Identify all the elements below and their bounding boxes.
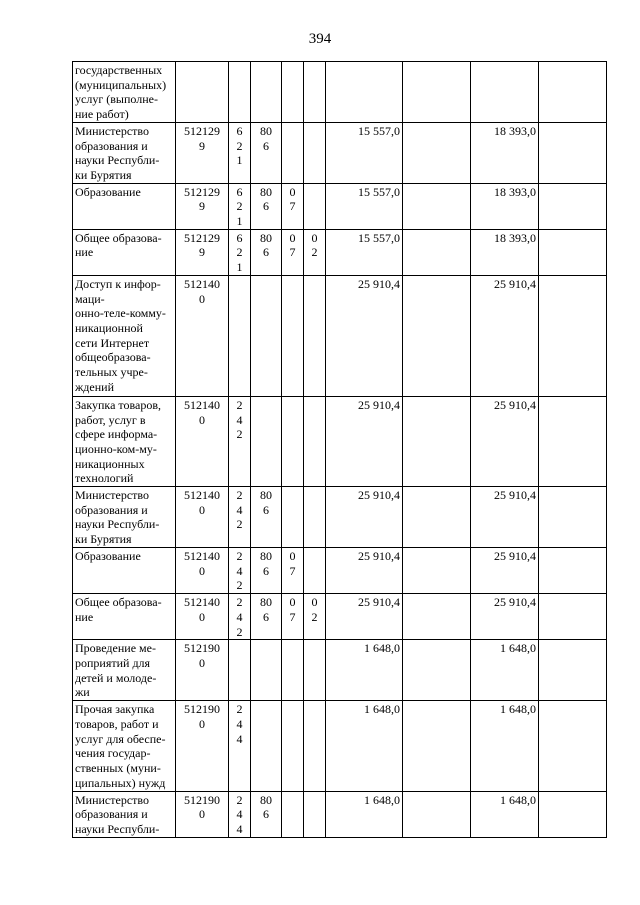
row-name-line: никационных xyxy=(75,456,145,471)
row-name-line: Образование xyxy=(75,549,141,564)
target-article-cell xyxy=(176,62,229,123)
amount-cell-sum2 xyxy=(403,640,471,701)
target-article-cell-part: 9 xyxy=(199,199,205,214)
section-cell xyxy=(282,275,304,396)
target-article-cell-part: 9 xyxy=(199,138,205,153)
row-name-line: сети Интернет xyxy=(75,335,150,350)
amount-cell-sum1: 15 557,0 xyxy=(326,122,403,183)
amount-cell-sum4 xyxy=(539,229,607,275)
expense-type-cell-part: 2 xyxy=(236,488,243,503)
target-article-cell-part: 0 xyxy=(199,655,205,670)
amount-cell-sum3: 1 648,0 xyxy=(471,701,539,791)
amount-cell-sum2 xyxy=(403,594,471,640)
target-article-cell-part: 9 xyxy=(199,245,205,260)
table-row xyxy=(73,701,607,791)
target-article-cell xyxy=(176,791,229,837)
row-name-line: услуг (выполне- xyxy=(75,92,158,107)
amount-cell-sum4 xyxy=(539,594,607,640)
section-cell xyxy=(282,791,304,837)
target-article-cell-part: 0 xyxy=(199,609,205,624)
row-name-cell xyxy=(73,122,176,183)
row-name-line: ние работ) xyxy=(75,107,129,122)
target-article-cell xyxy=(176,229,229,275)
row-name-line: технологий xyxy=(75,471,134,486)
target-article-cell xyxy=(176,548,229,594)
subsection-cell xyxy=(304,640,326,701)
expense-type-cell-part: 2 xyxy=(236,427,243,442)
subsection-cell xyxy=(304,122,326,183)
amount-cell-sum3: 1 648,0 xyxy=(471,791,539,837)
expense-type-cell-part: 4 xyxy=(236,609,243,624)
ministry-code-cell-part: 6 xyxy=(263,807,269,822)
section-cell xyxy=(282,548,304,594)
amount-cell-sum1: 25 910,4 xyxy=(326,487,403,548)
row-name-line: ки Бурятия xyxy=(75,532,132,547)
row-name-line: Прочая закупка xyxy=(75,702,155,717)
amount-cell-sum4 xyxy=(539,548,607,594)
subsection-cell-part: 2 xyxy=(311,245,318,260)
amount-cell-sum3: 25 910,4 xyxy=(471,594,539,640)
ministry-code-cell-part: 80 xyxy=(260,123,272,138)
table-row xyxy=(73,640,607,701)
target-article-cell-part: 512190 xyxy=(184,641,220,656)
section-cell-part: 7 xyxy=(289,199,296,214)
target-article-cell-part: 512129 xyxy=(184,184,220,199)
row-name-cell xyxy=(73,183,176,229)
ministry-code-cell-part: 80 xyxy=(260,792,272,807)
row-name-line: Образование xyxy=(75,184,141,199)
amount-cell-sum4 xyxy=(539,396,607,486)
row-name-line: Министерство xyxy=(75,123,149,138)
section-cell-part: 0 xyxy=(289,230,296,245)
amount-cell-sum4 xyxy=(539,183,607,229)
section-cell xyxy=(282,122,304,183)
subsection-cell xyxy=(304,701,326,791)
row-name-line: маци- xyxy=(75,291,105,306)
ministry-code-cell-part: 6 xyxy=(263,609,269,624)
ministry-code-cell-part: 80 xyxy=(260,488,272,503)
target-article-cell-part: 0 xyxy=(199,807,205,822)
target-article-cell xyxy=(176,183,229,229)
expense-type-cell-part: 2 xyxy=(236,549,243,564)
amount-cell-sum3: 1 648,0 xyxy=(471,640,539,701)
ministry-code-cell xyxy=(251,229,282,275)
table-row xyxy=(73,122,607,183)
amount-cell-sum3: 25 910,4 xyxy=(471,548,539,594)
amount-cell-sum3: 25 910,4 xyxy=(471,396,539,486)
table-row xyxy=(73,229,607,275)
amount-cell-sum1: 25 910,4 xyxy=(326,594,403,640)
ministry-code-cell-part: 80 xyxy=(260,549,272,564)
section-cell-part: 0 xyxy=(289,595,296,610)
target-article-cell xyxy=(176,594,229,640)
amount-cell-sum4 xyxy=(539,275,607,396)
ministry-code-cell xyxy=(251,640,282,701)
table-row xyxy=(73,594,607,640)
target-article-cell-part: 512129 xyxy=(184,123,220,138)
row-name-line: ждений xyxy=(75,379,114,394)
row-name-line: ственных (муни- xyxy=(75,761,161,776)
subsection-cell xyxy=(304,62,326,123)
ministry-code-cell xyxy=(251,62,282,123)
ministry-code-cell xyxy=(251,791,282,837)
row-name-line: никационной xyxy=(75,320,143,335)
amount-cell-sum2 xyxy=(403,229,471,275)
row-name-cell xyxy=(73,487,176,548)
subsection-cell xyxy=(304,791,326,837)
row-name-line: ционно-ком-му- xyxy=(75,441,157,456)
ministry-code-cell xyxy=(251,594,282,640)
expense-type-cell-part: 6 xyxy=(236,123,243,138)
target-article-cell xyxy=(176,275,229,396)
amount-cell-sum2 xyxy=(403,183,471,229)
row-name-line: Общее образова- xyxy=(75,230,162,245)
subsection-cell xyxy=(304,487,326,548)
ministry-code-cell xyxy=(251,487,282,548)
target-article-cell-part: 512140 xyxy=(184,488,220,503)
section-cell xyxy=(282,62,304,123)
ministry-code-cell-part: 80 xyxy=(260,230,272,245)
row-name-line: Общее образова- xyxy=(75,595,162,610)
target-article-cell-part: 512190 xyxy=(184,702,220,717)
expense-type-cell-part: 4 xyxy=(236,716,243,731)
row-name-line: чения государ- xyxy=(75,746,151,761)
target-article-cell-part: 512140 xyxy=(184,549,220,564)
row-name-cell xyxy=(73,229,176,275)
ministry-code-cell-part: 80 xyxy=(260,184,272,199)
table-row xyxy=(73,275,607,396)
row-name-line: работ, услуг в xyxy=(75,412,146,427)
table-row xyxy=(73,62,607,123)
expense-type-cell-part: 4 xyxy=(236,807,243,822)
subsection-cell xyxy=(304,183,326,229)
ministry-code-cell xyxy=(251,396,282,486)
row-name-line: роприятий для xyxy=(75,655,151,670)
row-name-cell xyxy=(73,791,176,837)
amount-cell-sum1: 1 648,0 xyxy=(326,701,403,791)
target-article-cell-part: 0 xyxy=(199,291,205,306)
expense-type-cell-part: 2 xyxy=(236,702,243,717)
table-row xyxy=(73,487,607,548)
row-name-cell xyxy=(73,640,176,701)
amount-cell-sum4 xyxy=(539,122,607,183)
expense-type-cell xyxy=(229,183,251,229)
amount-cell-sum2 xyxy=(403,791,471,837)
expense-type-cell-part: 4 xyxy=(236,412,243,427)
target-article-cell xyxy=(176,640,229,701)
target-article-cell-part: 512190 xyxy=(184,792,220,807)
target-article-cell-part: 512129 xyxy=(184,230,220,245)
amount-cell-sum4 xyxy=(539,701,607,791)
subsection-cell xyxy=(304,275,326,396)
amount-cell-sum2 xyxy=(403,62,471,123)
row-name-line: товаров, работ и xyxy=(75,716,159,731)
row-name-line: Закупка товаров, xyxy=(75,397,161,412)
amount-cell-sum2 xyxy=(403,122,471,183)
subsection-cell-part: 2 xyxy=(311,609,318,624)
row-name-line: услуг для обеспе- xyxy=(75,731,166,746)
expense-type-cell-part: 2 xyxy=(236,245,243,260)
amount-cell-sum2 xyxy=(403,487,471,548)
page-number: 394 xyxy=(308,31,332,47)
budget-table xyxy=(72,61,607,838)
row-name-cell xyxy=(73,701,176,791)
table-row xyxy=(73,396,607,486)
target-article-cell-part: 0 xyxy=(199,502,205,517)
amount-cell-sum4 xyxy=(539,487,607,548)
row-name-line: Министерство xyxy=(75,488,149,503)
expense-type-cell xyxy=(229,701,251,791)
expense-type-cell xyxy=(229,229,251,275)
subsection-cell xyxy=(304,548,326,594)
target-article-cell-part: 0 xyxy=(199,716,205,731)
subsection-cell xyxy=(304,396,326,486)
expense-type-cell-part: 4 xyxy=(236,502,243,517)
ministry-code-cell xyxy=(251,701,282,791)
target-article-cell-part: 0 xyxy=(199,412,205,427)
section-cell xyxy=(282,396,304,486)
row-name-line: науки Республи- xyxy=(75,153,160,168)
row-name-cell xyxy=(73,548,176,594)
expense-type-cell-part: 6 xyxy=(236,230,243,245)
amount-cell-sum3 xyxy=(471,62,539,123)
expense-type-cell xyxy=(229,396,251,486)
section-cell-part: 7 xyxy=(289,245,296,260)
row-name-line: государственных xyxy=(75,63,163,77)
row-name-line: Проведение ме- xyxy=(75,641,156,656)
amount-cell-sum2 xyxy=(403,275,471,396)
target-article-cell xyxy=(176,396,229,486)
section-cell xyxy=(282,229,304,275)
row-name-line: тельных учре- xyxy=(75,365,148,380)
target-article-cell xyxy=(176,487,229,548)
amount-cell-sum4 xyxy=(539,640,607,701)
row-name-line: детей и молоде- xyxy=(75,670,157,685)
subsection-cell xyxy=(304,594,326,640)
expense-type-cell-part: 4 xyxy=(236,731,243,746)
section-cell xyxy=(282,487,304,548)
expense-type-cell-part: 2 xyxy=(236,624,243,639)
row-name-line: сфере информа- xyxy=(75,427,158,442)
ministry-code-cell-part: 6 xyxy=(263,563,269,578)
row-name-line: (муниципальных) xyxy=(75,77,167,92)
row-name-cell xyxy=(73,396,176,486)
table-row xyxy=(73,183,607,229)
expense-type-cell-part: 1 xyxy=(236,153,243,168)
expense-type-cell-part: 2 xyxy=(236,397,243,412)
ministry-code-cell-part: 80 xyxy=(260,595,272,610)
section-cell-part: 7 xyxy=(289,563,296,578)
amount-cell-sum1: 15 557,0 xyxy=(326,183,403,229)
section-cell xyxy=(282,701,304,791)
expense-type-cell-part: 2 xyxy=(236,517,243,532)
row-name-line: ние xyxy=(75,609,94,624)
subsection-cell-part: 0 xyxy=(311,595,318,610)
row-name-line: образования и xyxy=(75,807,148,822)
expense-type-cell xyxy=(229,487,251,548)
section-cell xyxy=(282,640,304,701)
row-name-cell xyxy=(73,594,176,640)
amount-cell-sum1: 25 910,4 xyxy=(326,396,403,486)
ministry-code-cell xyxy=(251,183,282,229)
target-article-cell-part: 0 xyxy=(199,563,205,578)
amount-cell-sum4 xyxy=(539,791,607,837)
amount-cell-sum3: 25 910,4 xyxy=(471,275,539,396)
row-name-line: ки Бурятия xyxy=(75,167,132,182)
target-article-cell-part: 512140 xyxy=(184,397,220,412)
ministry-code-cell xyxy=(251,275,282,396)
amount-cell-sum1: 25 910,4 xyxy=(326,548,403,594)
expense-type-cell xyxy=(229,548,251,594)
row-name-cell xyxy=(73,62,176,123)
amount-cell-sum2 xyxy=(403,701,471,791)
amount-cell-sum1 xyxy=(326,62,403,123)
expense-type-cell-part: 6 xyxy=(236,184,243,199)
amount-cell-sum1: 25 910,4 xyxy=(326,275,403,396)
row-name-line: образования и xyxy=(75,502,148,517)
target-article-cell-part: 512140 xyxy=(184,595,220,610)
section-cell xyxy=(282,594,304,640)
row-name-line: общеобразова- xyxy=(75,350,151,365)
target-article-cell xyxy=(176,122,229,183)
row-name-line: онно-теле-комму- xyxy=(75,306,166,321)
expense-type-cell xyxy=(229,275,251,396)
expense-type-cell-part: 2 xyxy=(236,578,243,593)
target-article-cell xyxy=(176,701,229,791)
expense-type-cell xyxy=(229,62,251,123)
row-name-line: Министерство xyxy=(75,792,149,807)
row-name-line: ние xyxy=(75,245,94,260)
section-cell-part: 0 xyxy=(289,549,296,564)
row-name-cell xyxy=(73,275,176,396)
ministry-code-cell-part: 6 xyxy=(263,199,269,214)
expense-type-cell xyxy=(229,122,251,183)
table-row xyxy=(73,548,607,594)
expense-type-cell-part: 2 xyxy=(236,199,243,214)
amount-cell-sum2 xyxy=(403,396,471,486)
ministry-code-cell-part: 6 xyxy=(263,138,269,153)
amount-cell-sum4 xyxy=(539,62,607,123)
amount-cell-sum3: 25 910,4 xyxy=(471,487,539,548)
row-name-line: науки Республи- xyxy=(75,821,160,836)
ministry-code-cell-part: 6 xyxy=(263,502,269,517)
amount-cell-sum3: 18 393,0 xyxy=(471,122,539,183)
subsection-cell xyxy=(304,229,326,275)
amount-cell-sum1: 15 557,0 xyxy=(326,229,403,275)
ministry-code-cell xyxy=(251,548,282,594)
expense-type-cell xyxy=(229,791,251,837)
ministry-code-cell xyxy=(251,122,282,183)
row-name-line: образования и xyxy=(75,138,148,153)
expense-type-cell-part: 1 xyxy=(236,260,243,275)
expense-type-cell-part: 4 xyxy=(236,563,243,578)
expense-type-cell-part: 2 xyxy=(236,595,243,610)
table-row xyxy=(73,791,607,837)
amount-cell-sum3: 18 393,0 xyxy=(471,229,539,275)
section-cell-part: 0 xyxy=(289,184,296,199)
row-name-line: жи xyxy=(75,685,90,700)
row-name-line: науки Республи- xyxy=(75,517,160,532)
row-name-line: Доступ к инфор- xyxy=(75,276,161,291)
expense-type-cell-part: 2 xyxy=(236,138,243,153)
expense-type-cell xyxy=(229,640,251,701)
amount-cell-sum3: 18 393,0 xyxy=(471,183,539,229)
expense-type-cell xyxy=(229,594,251,640)
expense-type-cell-part: 4 xyxy=(236,821,243,836)
amount-cell-sum2 xyxy=(403,548,471,594)
amount-cell-sum1: 1 648,0 xyxy=(326,791,403,837)
ministry-code-cell-part: 6 xyxy=(263,245,269,260)
target-article-cell-part: 512140 xyxy=(184,276,220,291)
amount-cell-sum1: 1 648,0 xyxy=(326,640,403,701)
section-cell-part: 7 xyxy=(289,609,296,624)
expense-type-cell-part: 1 xyxy=(236,214,243,229)
expense-type-cell-part: 2 xyxy=(236,792,243,807)
row-name-line: ципальных) нужд xyxy=(75,775,166,790)
subsection-cell-part: 0 xyxy=(311,230,318,245)
section-cell xyxy=(282,183,304,229)
